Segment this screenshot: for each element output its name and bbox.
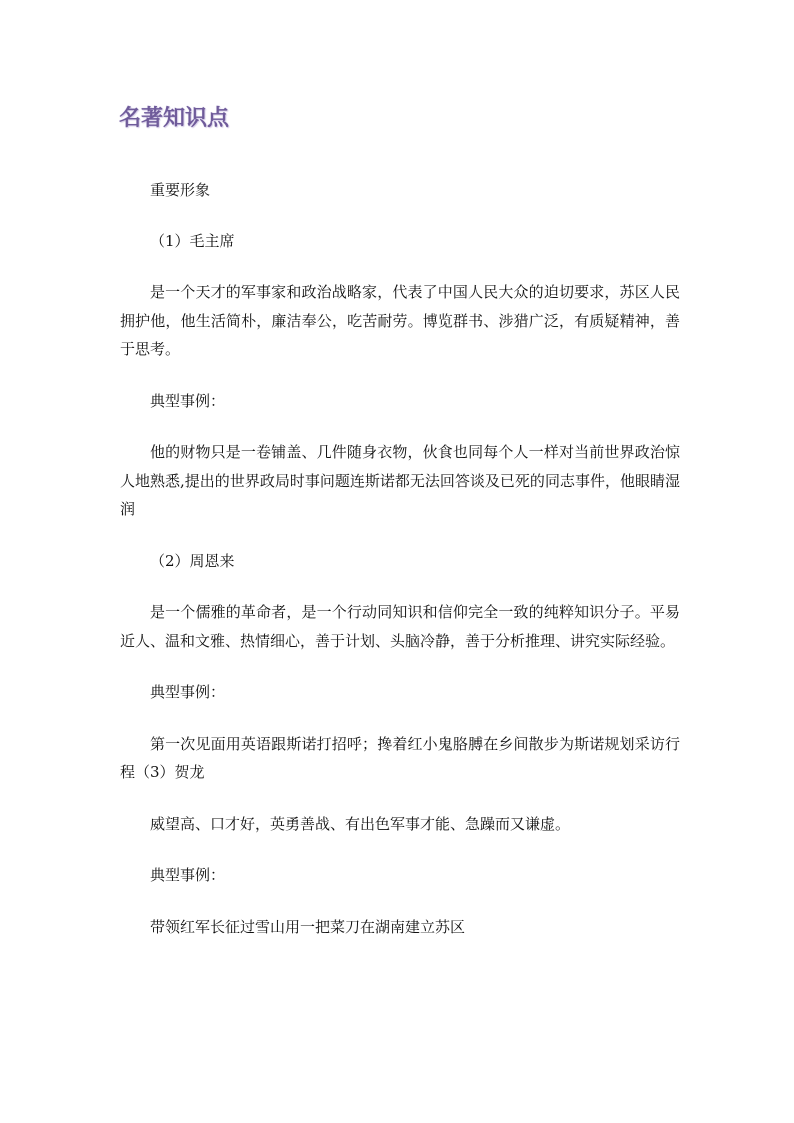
document-title: 名著知识点 bbox=[119, 106, 230, 131]
paragraph-mao-description: 是一个天才的军事家和政治战略家，代表了中国人民大众的迫切要求，苏区人民拥护他，他生活简朴，廉洁奉公，吃苦耐劳。博览群书、涉猎广泛，有质疑精神，善于思考。 bbox=[120, 283, 680, 358]
example-label: 典型事例： bbox=[150, 391, 226, 410]
character-heading-mao: （1）毛主席 bbox=[150, 231, 235, 250]
paragraph-zhou-description: 是一个儒雅的革命者，是一个行动同知识和信仰完全一致的纯粹知识分子。平易近人、温和文雅、热情细心，善于计划、头脑冷静，善于分析推理、讲究实际经验。 bbox=[120, 603, 680, 650]
paragraph-zhou-example: 第一次见面用英语跟斯诺打招呼；搀着红小鬼胳膊在乡间散步为斯诺规划采访行程（3）贺龙 bbox=[120, 734, 680, 781]
paragraph-mao-example: 他的财物只是一卷铺盖、几件随身衣物，伙食也同每个人一样对当前世界政治惊人地熟悉,提出的世界政局时事问题连斯诺都无法回答谈及已死的同志事件，他眼睛湿润 bbox=[120, 443, 680, 518]
paragraph-he-example: 带领红军长征过雪山用一把菜刀在湖南建立苏区 bbox=[150, 917, 466, 936]
paragraph-he-description: 威望高、口才好，英勇善战、有出色军事才能、急躁而又谦虚。 bbox=[150, 814, 571, 833]
section-heading: 重要形象 bbox=[150, 181, 211, 199]
example-label: 典型事例： bbox=[150, 683, 226, 701]
example-label: 典型事例： bbox=[150, 866, 226, 884]
character-heading-zhou: （2）周恩来 bbox=[150, 551, 235, 570]
document-body bbox=[120, 176, 680, 941]
